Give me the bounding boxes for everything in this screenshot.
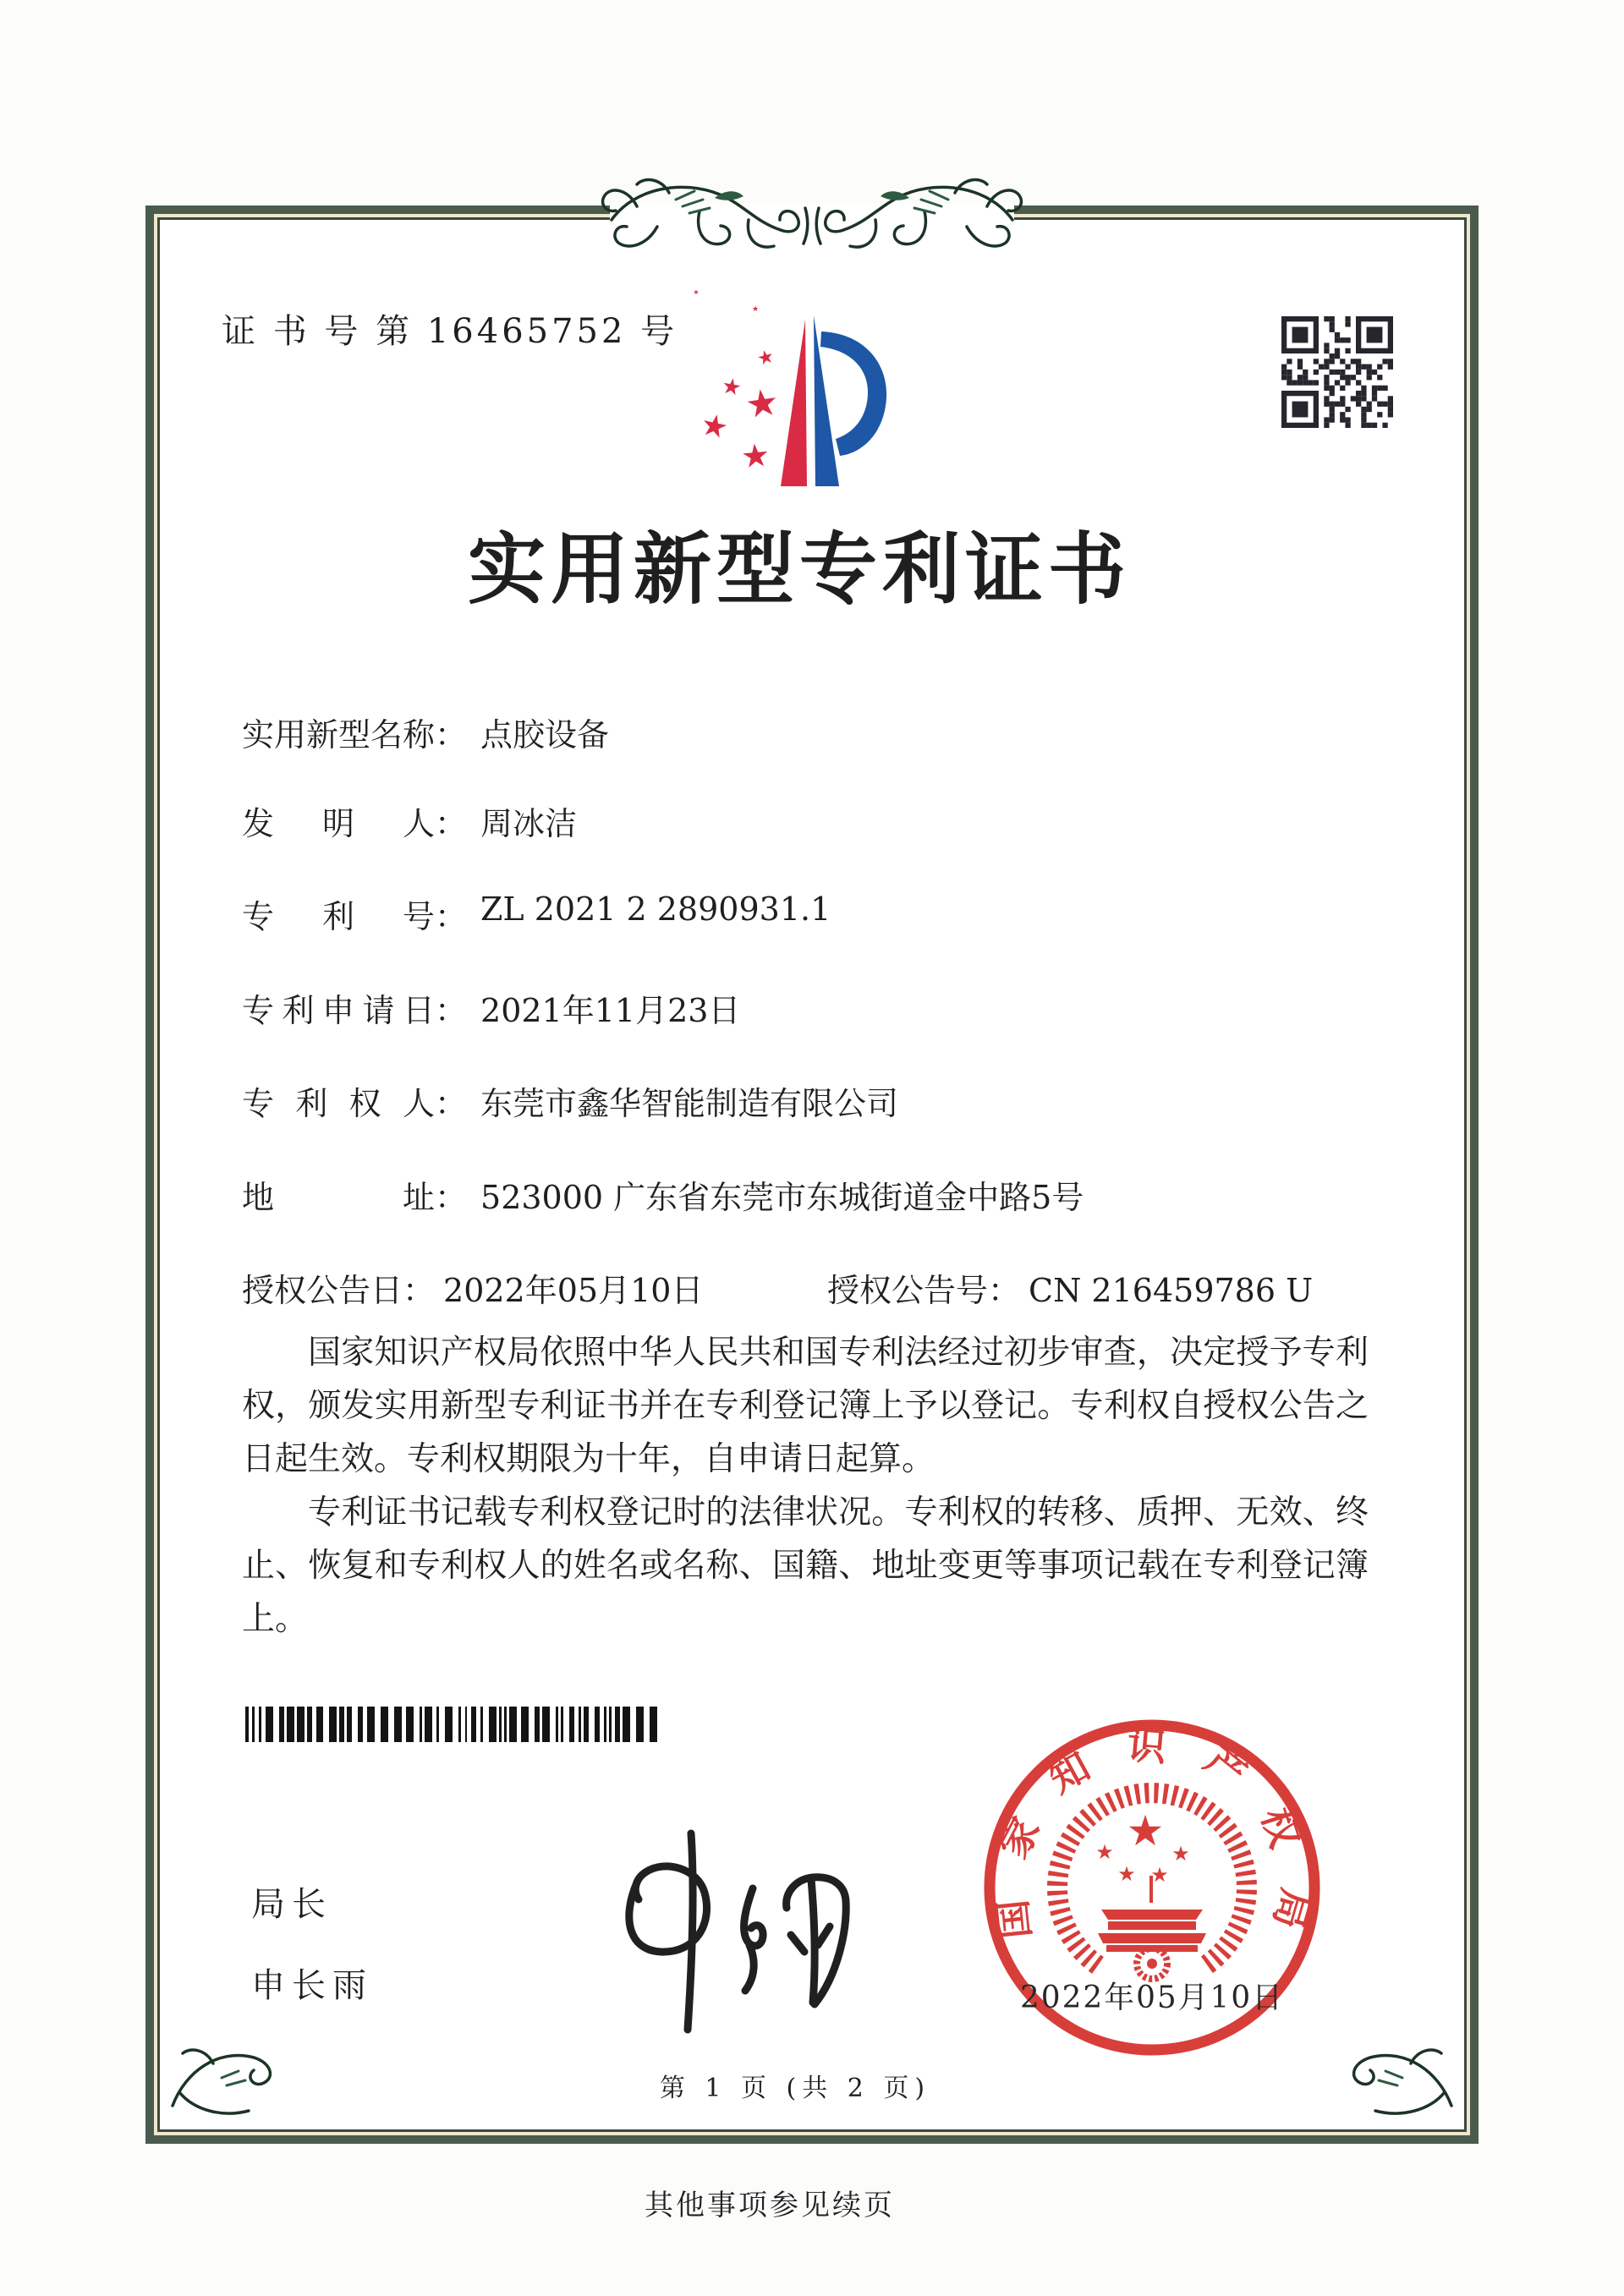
svg-text:★: ★ xyxy=(742,380,782,428)
commissioner-title: 局长 xyxy=(251,1885,332,1924)
field-value: 523000 广东省东莞市东城街道金中路5号 xyxy=(480,1179,1084,1216)
seal-emblem-gate xyxy=(1098,1910,1206,1979)
field-row-patent-number xyxy=(242,890,831,937)
field-colon: ： xyxy=(435,805,468,842)
svg-text:★: ★ xyxy=(1117,1862,1136,1886)
field-colon: ： xyxy=(988,1272,1021,1309)
field-label: 专利权人 xyxy=(242,1085,435,1122)
field-label: 专利申请日 xyxy=(242,992,435,1029)
svg-text:★: ★ xyxy=(754,345,776,370)
certificate-number: 证 书 号 第 16465752 号 xyxy=(222,312,678,351)
field-colon: ： xyxy=(435,992,468,1029)
bottom-left-corner-ornament xyxy=(162,1997,289,2124)
grant-number-group xyxy=(827,1264,1313,1311)
commissioner-name: 申长雨 xyxy=(251,1966,373,2005)
legal-paragraph-2: 专利证书记载专利权登记时的法律状况。专利权的转移、质押、无效、终止、恢复和专利权人的姓名或名称、国籍、地址变更等事项记载在专利登记簿上。 xyxy=(242,1493,1369,1638)
legal-text-block xyxy=(242,1326,1369,1646)
seal-date: 2022年05月10日 xyxy=(1020,1981,1284,2015)
certificate-title: 实用新型专利证书 xyxy=(467,523,1131,615)
barcode xyxy=(245,1707,661,1742)
field-row-address xyxy=(242,1171,1084,1218)
field-label: 地址 xyxy=(242,1179,435,1216)
svg-text:★: ★ xyxy=(697,407,732,447)
field-label: 发明人 xyxy=(242,805,435,842)
svg-text:★: ★ xyxy=(739,436,771,476)
field-value: 2021年11月23日 xyxy=(480,992,741,1029)
svg-text:★: ★ xyxy=(1095,1840,1114,1864)
field-label: 专利号 xyxy=(242,898,435,935)
svg-text:★: ★ xyxy=(719,373,743,402)
top-border-dragon-ornament xyxy=(588,167,1036,262)
grant-number-value: CN 216459786 U xyxy=(1029,1272,1314,1309)
page-number: 第 1 页 (共 2 页) xyxy=(659,2074,931,2103)
field-row-name xyxy=(242,709,609,755)
cnipa-official-seal xyxy=(974,1710,1330,2065)
bottom-right-corner-ornament xyxy=(1335,1997,1462,2124)
legal-paragraph-1: 国家知识产权局依照中华人民共和国专利法经过初步审查，决定授予专利权，颁发实用新型专利证书并在专利登记簿上予以登记。专利权自授权公告之日起生效。专利权期限为十年，自申请日起算。 xyxy=(242,1334,1369,1478)
grant-number-label: 授权公告号 xyxy=(827,1272,989,1309)
svg-text:★: ★ xyxy=(1171,1842,1190,1866)
grant-date-label: 授权公告日 xyxy=(242,1272,403,1309)
seal-big-star: ★ xyxy=(1126,1806,1165,1855)
commissioner-signature xyxy=(495,1808,867,2053)
field-colon: ： xyxy=(403,1272,436,1309)
qr-code xyxy=(1281,316,1393,428)
field-value: 点胶设备 xyxy=(480,716,610,753)
field-row-patentee xyxy=(242,1077,898,1124)
continuation-note: 其他事项参见续页 xyxy=(645,2189,895,2222)
seal-arc-text: 国家知识产权局 xyxy=(985,1721,1320,1969)
field-label: 实用新型名称 xyxy=(242,716,436,753)
field-colon: ： xyxy=(435,898,468,935)
svg-text:★: ★ xyxy=(693,288,700,296)
svg-text:★: ★ xyxy=(1150,1863,1169,1887)
field-row-filing-date xyxy=(242,984,740,1031)
grant-date-value: 2022年05月10日 xyxy=(443,1272,704,1309)
svg-text:★: ★ xyxy=(751,305,760,314)
field-row-inventor xyxy=(242,797,577,844)
field-value: ZL 2021 2 2890931.1 xyxy=(480,890,831,928)
field-colon: ： xyxy=(435,1179,468,1216)
grant-date-group xyxy=(242,1264,703,1311)
field-colon: ： xyxy=(435,1085,468,1122)
field-colon: ： xyxy=(435,716,468,753)
field-value: 东莞市鑫华智能制造有限公司 xyxy=(480,1085,899,1122)
field-value: 周冰洁 xyxy=(480,805,578,842)
cnipa-logo-icon xyxy=(660,279,939,495)
